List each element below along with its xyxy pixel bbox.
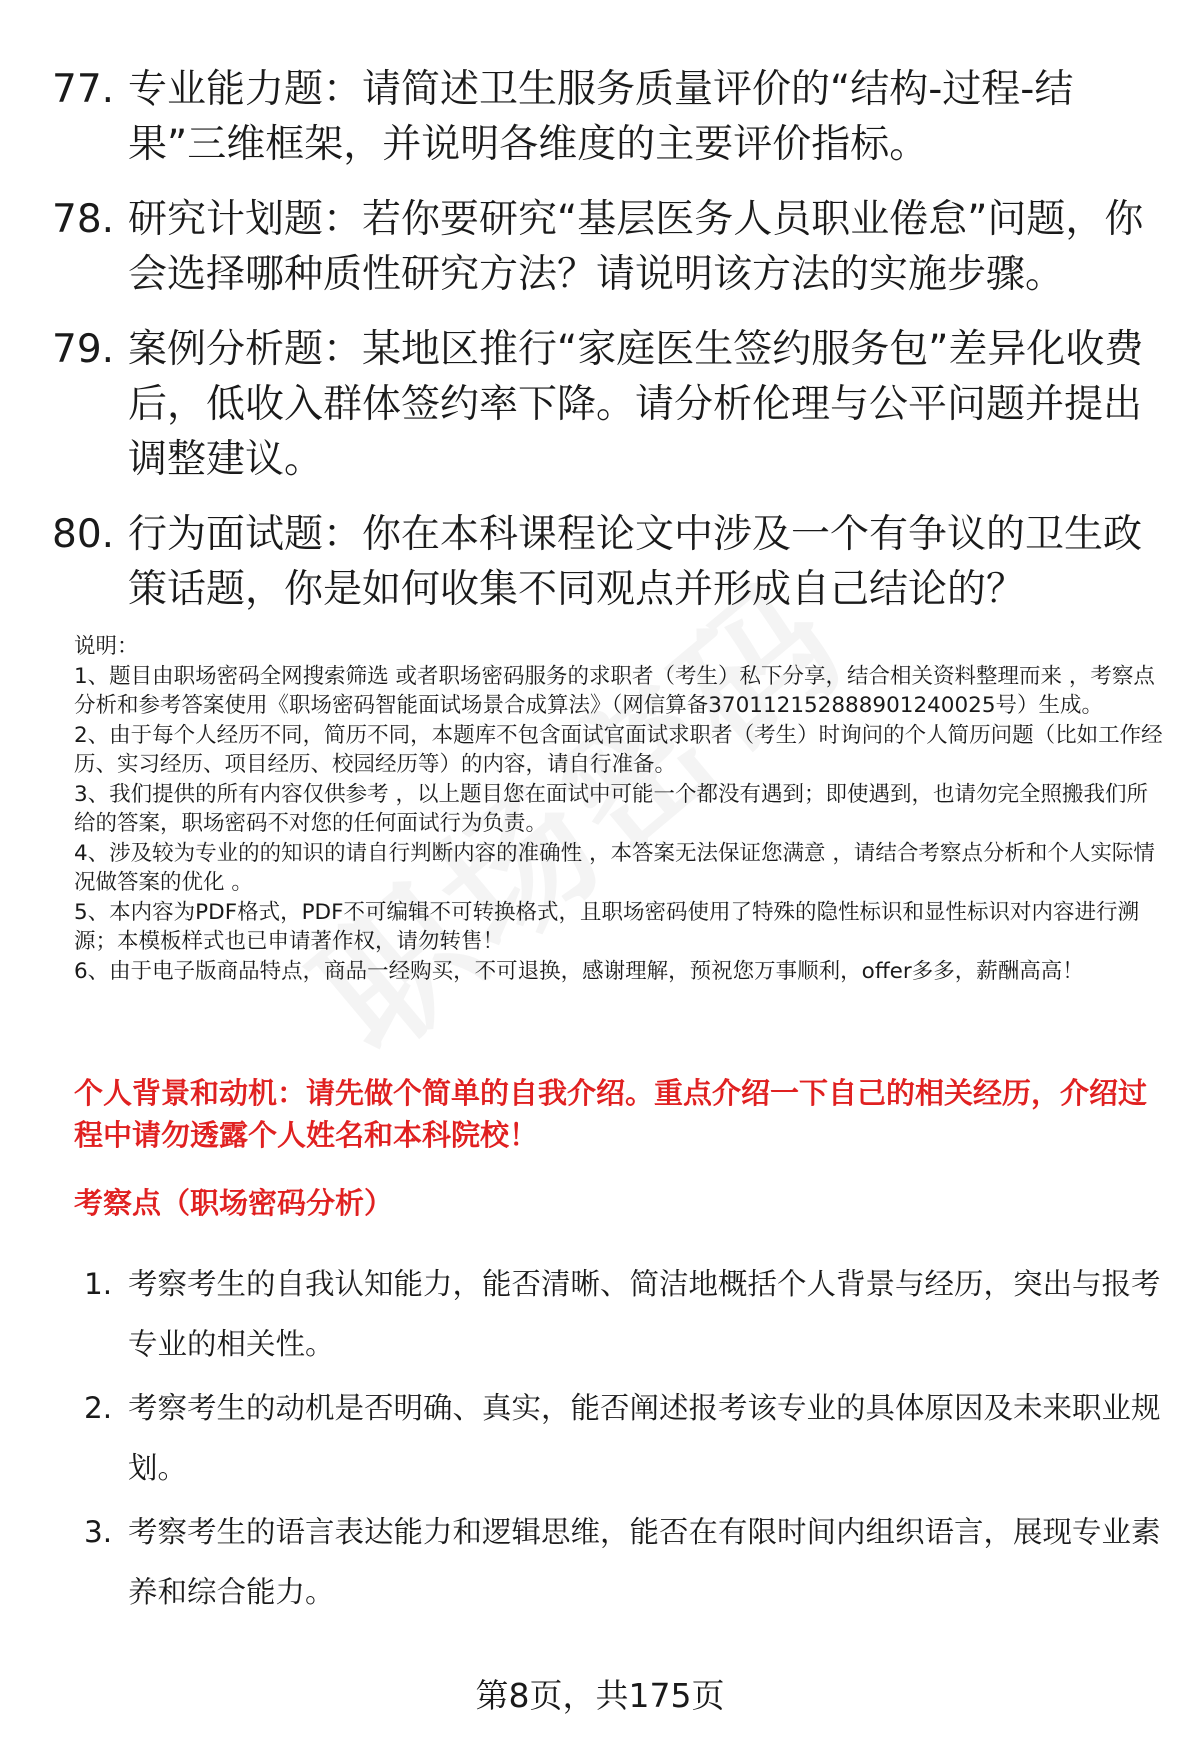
point-item bbox=[84, 1378, 1164, 1498]
question-item bbox=[52, 507, 1152, 617]
question-text: 案例分析题：某地区推行“家庭医生签约服务包”差异化收费后，低收入群体签约率下降。请分析伦理与公平问题并提出调整建议。 bbox=[128, 327, 1144, 482]
point-text: 考察考生的语言表达能力和逻辑思维，能否在有限时间内组织语言，展现专业素养和综合能力。 bbox=[128, 1515, 1161, 1609]
question-item bbox=[52, 62, 1152, 172]
question-number: 77. bbox=[52, 67, 115, 112]
note-item: 6、由于电子版商品特点，商品一经购买，不可退换，感谢理解，预祝您万事顺利，offer多多，薪酬高高！ bbox=[74, 958, 1084, 984]
notes-heading: 说明： bbox=[74, 634, 139, 659]
question-number: 79. bbox=[52, 327, 115, 372]
note-item: 1、题目由职场密码全网搜索筛选 或者职场密码服务的求职者（考生）私下分享，结合相关资料整理而来 ，考察点分析和参考答案使用《职场密码智能面试场景合成算法》（网信算备370112152888901240025号）生成。 bbox=[74, 663, 1155, 718]
point-item bbox=[84, 1502, 1164, 1622]
point-number: 2. bbox=[84, 1391, 113, 1425]
question-number: 80. bbox=[52, 512, 115, 557]
section-subtitle: 考察点（职场密码分析） bbox=[74, 1186, 394, 1220]
note-item: 2、由于每个人经历不同，简历不同，本题库不包含面试官面试求职者（考生）时询问的个人简历问题（比如工作经历、实习经历、项目经历、校园经历等）的内容，请自行准备。 bbox=[74, 722, 1163, 777]
point-number: 1. bbox=[84, 1267, 113, 1301]
question-text: 研究计划题：若你要研究“基层医务人员职业倦怠”问题，你会选择哪种质性研究方法？请说明该方法的实施步骤。 bbox=[128, 197, 1144, 297]
page-footer: 第8页，共175页 bbox=[475, 1676, 725, 1715]
question-text: 行为面试题：你在本科课程论文中涉及一个有争议的卫生政策话题，你是如何收集不同观点并形成自己结论的？ bbox=[128, 512, 1143, 612]
point-text: 考察考生的动机是否明确、真实，能否阐述报考该专业的具体原因及未来职业规划。 bbox=[128, 1391, 1161, 1485]
question-text: 专业能力题：请简述卫生服务质量评价的“结构-过程-结果”三维框架，并说明各维度的主要评价指标。 bbox=[128, 67, 1074, 167]
question-number: 78. bbox=[52, 197, 115, 242]
section-title: 个人背景和动机：请先做个简单的自我介绍。重点介绍一下自己的相关经历，介绍过程中请勿透露个人姓名和本科院校！ bbox=[74, 1076, 1148, 1152]
point-text: 考察考生的自我认知能力，能否清晰、简洁地概括个人背景与经历，突出与报考专业的相关性。 bbox=[128, 1267, 1161, 1361]
note-item: 4、涉及较为专业的的知识的请自行判断内容的准确性 ，本答案无法保证您满意 ，请结合考察点分析和个人实际情况做答案的优化 。 bbox=[74, 840, 1155, 895]
point-list bbox=[84, 1254, 1164, 1626]
notes-section bbox=[74, 632, 1164, 986]
point-item bbox=[84, 1254, 1164, 1374]
note-item: 5、本内容为PDF格式，PDF不可编辑不可转换格式，且职场密码使用了特殊的隐性标识和显性标识对内容进行溯源；本模板样式也已申请著作权，请勿转售！ bbox=[74, 899, 1139, 954]
question-item bbox=[52, 192, 1152, 302]
question-item bbox=[52, 322, 1152, 487]
point-number: 3. bbox=[84, 1515, 113, 1549]
note-item: 3、我们提供的所有内容仅供参考 ，以上题目您在面试中可能一个都没有遇到；即使遇到，也请勿完全照搬我们所给的答案，职场密码不对您的任何面试行为负责。 bbox=[74, 781, 1149, 836]
question-list bbox=[52, 62, 1152, 637]
